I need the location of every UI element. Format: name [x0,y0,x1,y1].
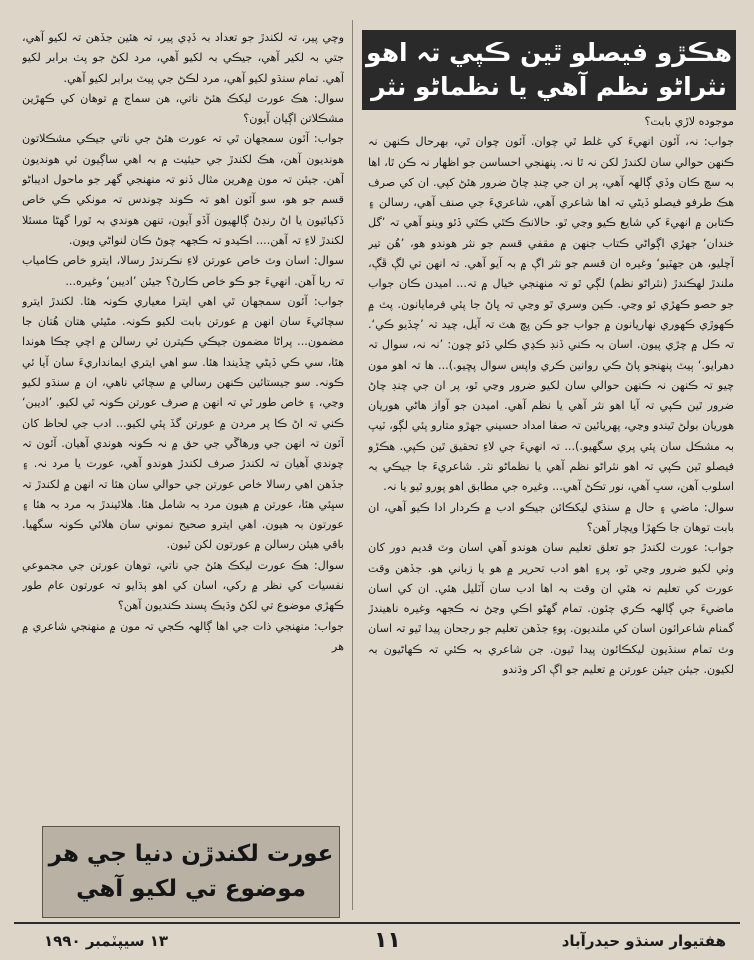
left-paragraph-1: وچي پير، تہ لکندڙ جو تعداد بہ ڏڍي پير، تہ هئين جڏهن تہ لکيو آهي، جتي بہ لکير آهي، جيڪي بہ لکيو آهي، مرد لکڻ جو پٺ برابر لکيو آهي. تمام سنڌو لکيو آهي، مرد لڪڻ جي پيٽ برابر لکيو آهي. [22,31,344,85]
left-question-1: سوال: هڪ عورت ليکڪ هئڻ ناتي، هن سماج ۾ توهان کي ڪهڙين مشڪلاتن اڳيان آيون؟ [22,91,344,126]
left-question-2: سوال: اسان وٽ خاص عورتن لاءِ نڪرندڙ رسالا، ايترو خاص ڪامياب تہ ريا آهن. انهيءَ جو ڪو خاص ڪارڻ؟ جيئن ’اديبن‘ وغيره... [22,254,344,288]
publication-name: هفتيوار سنڌو حيدرآباد [561,932,726,950]
left-answer-3: جواب: منهنجي ذات جي اها ڳالهہ ڪجي تہ مون ۾ منهنجي شاعري ۾ هر [22,619,344,653]
page-number: ١١ [374,928,401,953]
pullquote-line-2: موضوع تي لکيو آهي [76,876,306,902]
footer-rule [14,922,740,924]
left-question-3: سوال: هڪ عورت ليکڪ هئڻ جي ناتي، توهان عورتن جي مجموعي نفسيات کي نظر ۾ رکي، اسان کي اهو ٻڌايو تہ عورتون عام طور ڪهڙي موضوع تي لکڻ وڌيڪ پسند ڪنديون آهن؟ [22,558,344,613]
left-answer-2: جواب: آئون سمجهان ٿي اهي ايترا معياري ڪونہ هئا. لکندڙ ايترو سچائيءَ سان انهن ۾ عورتن بابت لکيو ڪونہ. مڻيئي هتان هُتان جا مضمون... پراڻا مضمون جيڪي ڪيترن ئي رسالن ۾ اچي چڪا هوندا هئا، سي ڪي ڏيڻي ڇڏيندا هئا. سو اهي ايتري ايمانداريءَ سان آيا ئي ڪونہ. سو جيستائين ڪنهن رسالي ۾ سچائي ناهي، ان ۾ سنڌو لکيو وڃي، ۽ خاص طور ٿي تہ انهن ۾ صرف عورتن ڪونہ ٿي لکيو. ’اديبن‘ ڪني تہ اڻ ڪا پر مردن ۾ عورتن گڏ پئي لکيو... ادب جي لحاظ کان آئون تہ انهن جي ورهاڱي جي حق ۾ نہ ڪونہ هوندي آهيان. آئون تہ چوندي آهيان تہ لکندڙ صرف لکندڙ هوندو آهي، عورت يا مرد نہ. ۽ جڏهن اهي رسالا خاص عورتن جي حوالي سان هئا تہ انهن ۾ لکندڙ تہ سڀئي هئا، عورتن ۾ هيون مرد بہ شامل هئا. هلائيندڙ بہ مرد بہ هئا ۽ عورتون بہ هيون. اهي ايترو صحيح نموني سان هلائي ڪونہ سگهيا. باقي هيئن رسالن ۾ عورتون لکن ٿيون. [22,294,344,552]
left-answer-1: جواب: آئون سمجهان ٿي تہ عورت هئڻ جي ناتي جيڪي مشڪلاتون هونديون آهن، هڪ لکندڙ جي حيثيت ۾ بہ اهي ساڳيون ئي هونديون آهن. جيئن تہ مون ۾هرين مثال ڏنو تہ منهنجي گهر جو ماحول اديباڻو قسم جو هو، سو آئون اهو تہ ڪوند چوندس تہ مونکي ڪي خاص ڏکيائيون يا اڻ رنڊڻ ڳالهيون آڏو آيون، تنهن هوندي بہ ٿورا گهڻا مسئلا لکندڙ لاءِ تہ آهن.... اڪيدو تہ ڪجهہ چوڻ ڪان لنواڻي ويون. [22,132,344,247]
pullquote-box [42,826,340,918]
right-answer-1: جواب: نہ، آئون انهيءَ کي غلط ٿي چوان. آئون چوان ٿي، بهرحال ڪنهن نہ ڪنهن حوالي سان لکندڙ لکن نہ ٿا نہ. پنهنجي احساسن جو اظهار نہ ڪن ٿا، اها بہ سچ ڪان وڏي ڳالهہ آهي، پر ان جي چنڊ چاڻ ضرور هئڻ کپي. ان کي صرف هڪ طرفو فيصلو ڏيڻي تہ اها شاعري آهي، شاعريءَ جي صنف آهي، رسالن ۽ ڪتابن ۾ انهيءَ کي شايع ڪيو وڃي ٿو. حالانڪ ڪٿي ڪٿي ڏئو وينو آهي تہ ’گل خندان‘ جهڙي اڳواڻي ڪتاب جنهن ۾ مقفي قسم جو نثر هوندو هو، ’هُن تير آچليو، هن جهٽيو‘ وغيره ان قسم جو نثر اڳ ۾ بہ آيو آهي. تہ انهن تي لڳ ڦڳ، ملندڙ لهڪندڙ (نثراڻو نظم) لڳي ٿو تہ منهنجي خيال ۾ تہ... اميدن ڪان جواب جو حصو ڪهڙي ئو وڃي. ڪين وسري ٿو وڃي تہ ڀاڻ جا پئي فرمايانون. پٽ ۾ ڪهوڙي ڪهوري نهاريانون ۾ جواب جو ڪن پڇ هٽ تہ آيل، چيد تہ ’چڏيو ڪي‘. تہ ڪل ۾ چڙي پيون. اسان بہ ڪني ڏنڊ ڪڍي ڪلي ڏئو چون: ’نہ نہ، سوال تہ دهرايو.‘ ٻيٽ پنهنجو پاڻ ڪي روانين ڪري واپس سوال پڇيو.)... ها تہ اهو مون چيو تہ ڪنهن نہ ڪنهن حوالي سان لکيو ضرور وڃي ٿو، پر ان جي چنڊ چاڻ ضرور ٿين ڪپي تہ آيا اهو نثر آهي يا نظم آهي. اميدن جو آواز هاڻي هوريان هوريان بولڻ ٿيندو وڃي، پهريائين تہ صفا امداد حسيني جهڙو متارو پئي لڳو، ٽيپ بہ مشڪل سان پئي پري سگهيو.)... تہ انهيءَ جي لاءِ تحقيق ٿين ڪپي. هڪڙو فيصلو ٿين ڪپي تہ اهو نثراڻو نظم آهي يا نظماڻو نثر. شاعريءَ جا جيڪي بہ اسلوب آهن، سڀ آهي، نور تڪڻ آهي... وغيره جي مطابق اهو پورو ٿيو يا نہ. [368,135,734,494]
headline-box [362,30,736,110]
right-answer-2: جواب: عورت لکندڙ جو تعلق تعليم سان هوندو آهي اسان وٽ قديم دور کان وٺي لکيو ضرور وڃي ٿو، پر۽ اهو ادب تحرير ۾ هو يا زباني هو. جڏهن وقت عورت کي تعليم نہ هئي ان وقت بہ اها ادب سان آٽليل هئي. ان کي اسان ماضيءَ جي ڳالهہ ڪري چئون. تمام گهڻو اڪي وڃڻ نہ ڪجهہ وغيره ناهيندڙ گمنام شاعرائون اسان کي ملنديون. پوءِ جڏهن تعليم جو رجحان پيدا ٿيو تہ اسان وٽ تمام سنڌيون ليکڪائون پيدا ٿيون. جن شاعري بہ ڪئي تہ ڪهاڻيون بہ لکيون. جيئن جيئن عورتن ۾ تعليم جو اڳ اکر وڌندو [368,541,734,677]
right-text-column [368,112,734,914]
issue-date: ١٣ سيپٽمبر ١٩٩٠ [44,932,169,950]
right-question-2: سوال: ماضي ۽ حال ۾ سنڌي ليکڪائن جيڪو ادب ۾ ڪردار ادا ڪيو آهي، ان بابت توهان جا ڪهڙا ويچار آهن؟ [368,500,734,534]
headline-line-2: نثراڻو نظم آهي يا نظماڻو نثر [371,72,727,101]
headline-line-1: هڪڙو فيصلو ٿين ڪپي تہ اهو [366,38,732,67]
page-footer [14,926,740,956]
left-text-column [22,28,344,848]
column-divider [352,20,353,910]
pullquote-line-1: عورت لکندڙن دنيا جي هر [48,841,334,867]
right-question-1: موجوده لاڙي بابت؟ [644,115,734,128]
